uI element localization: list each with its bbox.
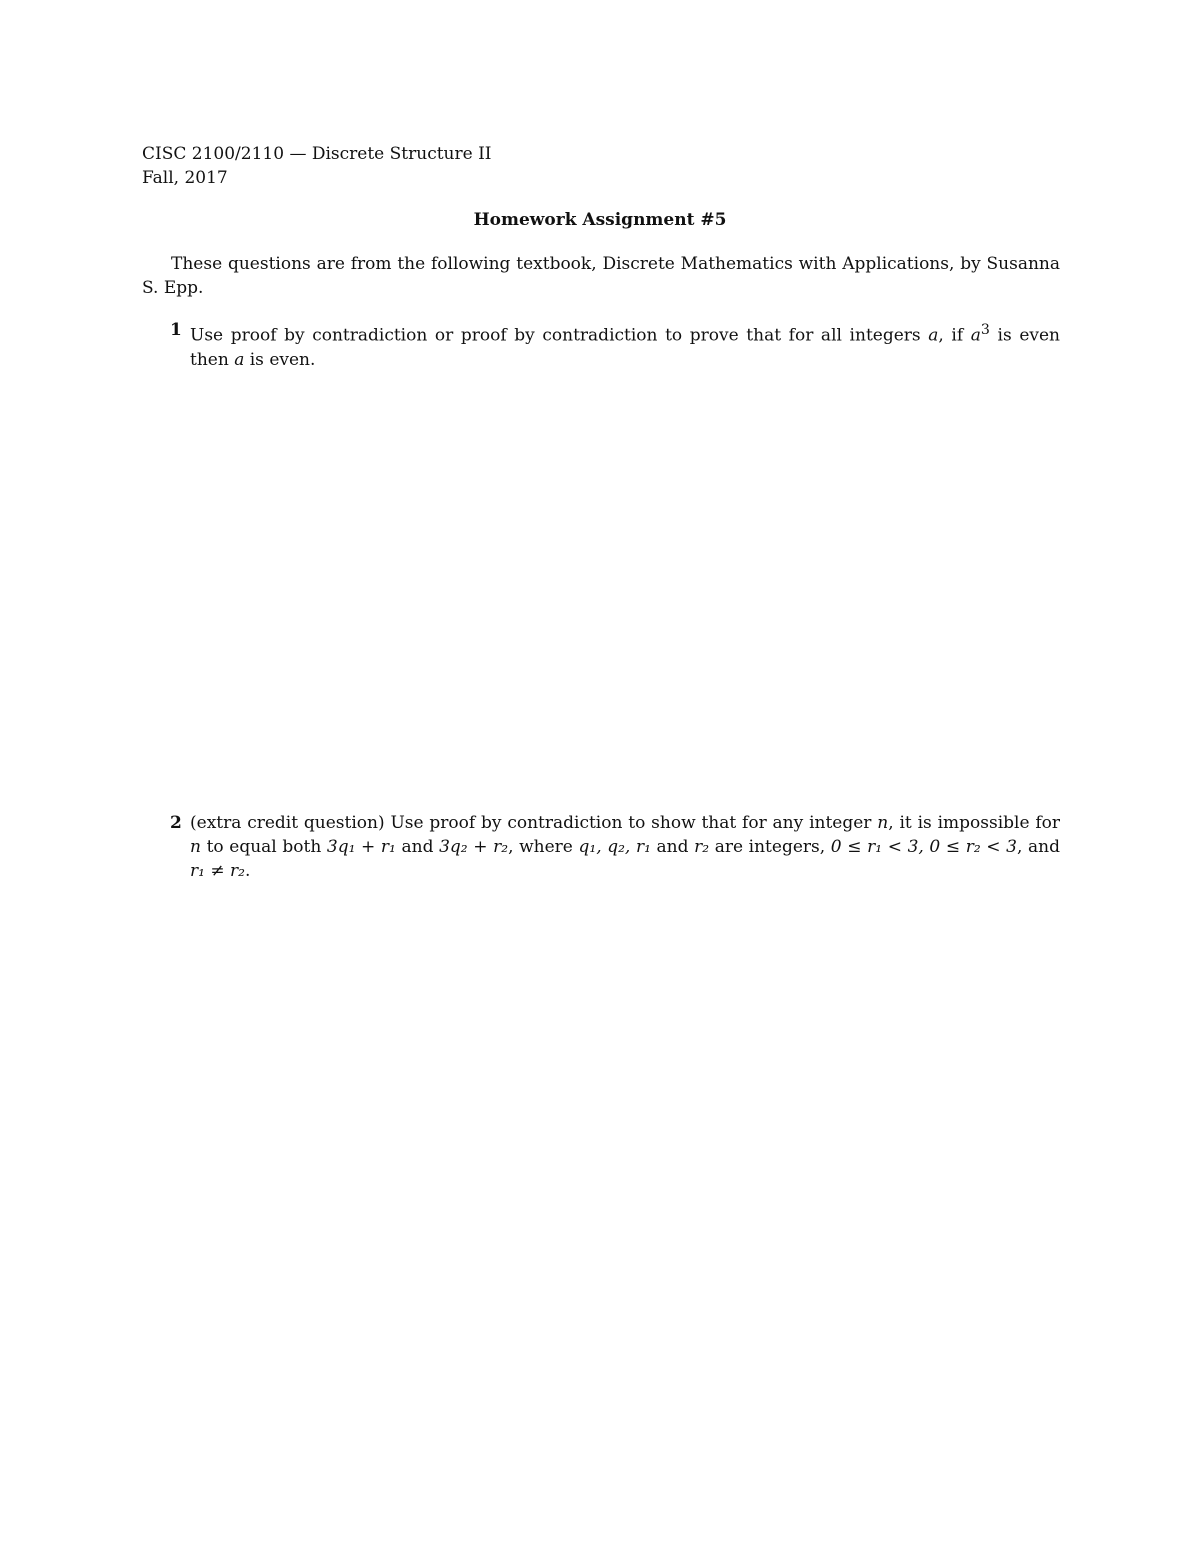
text-segment: , and <box>1017 837 1061 857</box>
math-expression: r₁ ≠ r₂ <box>190 861 245 881</box>
text-segment: , it is impossible for <box>888 813 1060 833</box>
question-text <box>190 811 1060 883</box>
text-segment: is even then <box>190 325 1060 370</box>
question-number: 2 <box>170 813 182 833</box>
math-expression: 0 ≤ r₁ < 3, 0 ≤ r₂ < 3 <box>830 837 1017 857</box>
math-variable: a <box>928 325 939 346</box>
math-variable: n <box>190 837 201 857</box>
math-variable: r₂ <box>694 837 710 857</box>
question-number: 1 <box>170 320 182 340</box>
text-segment: Use proof by contradiction or proof by contradiction to prove that for all integers <box>190 325 929 346</box>
text-segment: and <box>395 837 440 857</box>
text-segment: are integers, <box>709 837 831 857</box>
math-expression: 3q₂ + r₂ <box>439 837 509 857</box>
math-variable: n <box>877 813 889 833</box>
text-segment: to equal both <box>200 837 327 857</box>
math-expression: 3q₁ + r₁ <box>326 837 396 857</box>
course-line: CISC 2100/2110 — Discrete Structure II <box>142 144 492 164</box>
text-segment: and <box>650 837 695 857</box>
text-segment: (extra credit question) Use proof by contradiction to show that for any integer <box>190 813 878 833</box>
term-line: Fall, 2017 <box>142 168 228 188</box>
intro-paragraph: These questions are from the following textbook, Discrete Mathematics with Applications, by Susanna S. Epp. <box>142 254 1060 298</box>
document-header <box>142 142 742 190</box>
text-segment: , where <box>508 837 579 857</box>
math-variable: a <box>234 349 245 370</box>
question-text <box>190 318 1060 372</box>
text-segment: is even. <box>244 349 316 370</box>
text-segment: . <box>244 861 251 881</box>
question-1 <box>170 318 1060 372</box>
text-segment: , if <box>938 325 971 346</box>
question-2 <box>170 811 1060 883</box>
math-exponent: 3 <box>980 322 990 338</box>
math-expression: q₁, q₂, r₁ <box>578 837 651 857</box>
assignment-title: Homework Assignment #5 <box>473 210 727 230</box>
math-variable: a <box>970 325 981 346</box>
